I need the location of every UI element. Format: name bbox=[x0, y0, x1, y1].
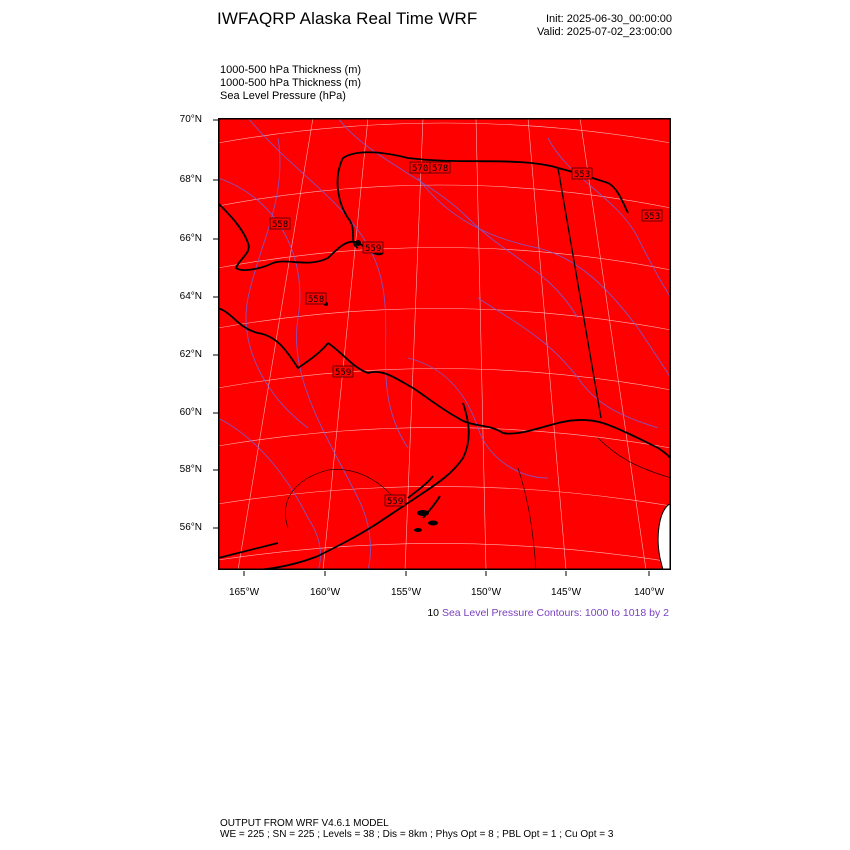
svg-text:559: 559 bbox=[335, 368, 352, 378]
svg-text:559: 559 bbox=[365, 244, 382, 254]
model-info-line2: WE = 225 ; SN = 225 ; Levels = 38 ; Dis = 8km ; Phys Opt = 8 ; PBL Opt = 1 ; Cu Opt = 3 bbox=[220, 829, 614, 840]
lon-label: 145°W bbox=[550, 587, 582, 598]
lon-label: 150°W bbox=[470, 587, 502, 598]
run-times bbox=[537, 13, 672, 39]
lon-label: 160°W bbox=[309, 587, 341, 598]
lat-label: 62°N bbox=[179, 349, 202, 360]
lat-label: 66°N bbox=[179, 233, 202, 244]
model-info-line1: OUTPUT FROM WRF V4.6.1 MODEL bbox=[220, 818, 389, 829]
lat-label: 68°N bbox=[179, 174, 202, 185]
lon-label: 140°W bbox=[633, 587, 665, 598]
lat-label: 56°N bbox=[179, 522, 202, 533]
contour-legend bbox=[427, 607, 669, 619]
svg-text:578: 578 bbox=[432, 164, 449, 174]
init-time: Init: 2025-06-30_00:00:00 bbox=[546, 13, 672, 25]
field-list bbox=[220, 64, 361, 103]
field-thickness-2: 1000-500 hPa Thickness (m) bbox=[220, 77, 362, 89]
valid-time: Valid: 2025-07-02_23:00:00 bbox=[537, 26, 672, 38]
lon-label: 165°W bbox=[228, 587, 260, 598]
model-info bbox=[220, 818, 613, 840]
svg-text:570: 570 bbox=[412, 164, 429, 174]
svg-text:559: 559 bbox=[387, 497, 404, 507]
svg-text:553: 553 bbox=[644, 212, 661, 222]
svg-text:558: 558 bbox=[308, 295, 325, 305]
lat-label: 64°N bbox=[179, 291, 202, 302]
axis-ticks bbox=[210, 110, 685, 580]
lat-label: 60°N bbox=[179, 407, 202, 418]
contour-legend-text: Sea Level Pressure Contours: 1000 to 1018 by 2 bbox=[441, 607, 669, 619]
plot-title: IWFAQRP Alaska Real Time WRF bbox=[217, 9, 478, 28]
lon-label: 155°W bbox=[390, 587, 422, 598]
svg-text:553: 553 bbox=[574, 170, 591, 180]
lat-label: 70°N bbox=[179, 114, 202, 125]
lat-label: 58°N bbox=[179, 464, 202, 475]
field-thickness-1: 1000-500 hPa Thickness (m) bbox=[220, 64, 362, 76]
svg-text:558: 558 bbox=[272, 220, 289, 230]
contour-legend-prefix: 10 bbox=[427, 607, 440, 619]
field-slp: Sea Level Pressure (hPa) bbox=[220, 90, 346, 102]
